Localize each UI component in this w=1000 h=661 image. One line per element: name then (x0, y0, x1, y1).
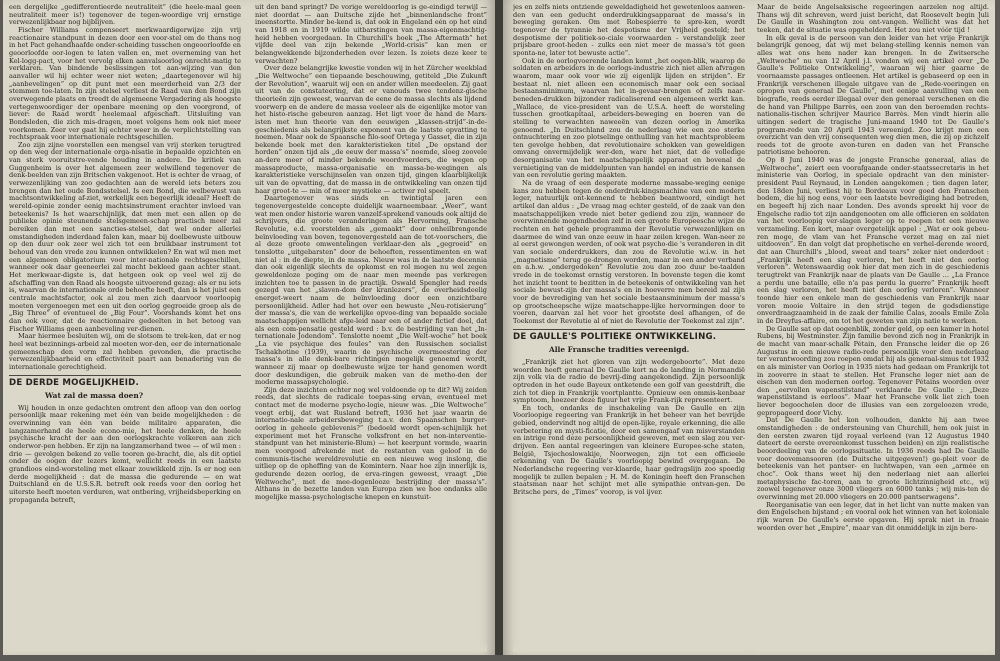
right-page (503, 0, 995, 655)
paragraph: Wij houden in onze gedachten omtrent den afloop van den oorlog persoonlijk maar rekening met één van beide mogelijkheden : de overwinning van één van beide militaire apparaten, die langzamerhand de heele econo-mie, het heele denken, de heele psychische kracht der aan den oorlogskrachte volkeren aan zich onderwor-pen hebben. Er zijn na langzamerhand twee — of wil men : drie — gevolgen bekend zo velle tooren ge-bracht, die, als dit optiel onder de oogen der lezers komt, wellicht reeds in een laatste grandioos eind-worsteling met elkaar zouwikkeld zijn. Is er nog een derde mogelijkheid : dat de massa die gedurende — en wat Duitschland en de U.S.S.R. betreft ook reeds voor den oorlog het uiterste heeft moeten verduren, wat ontbering, vrijheidsbeperking en propaganda betreft, (9, 403, 241, 504)
section-divider (9, 375, 241, 376)
paragraph: Fischer Williams compenseert merkwaardigerwijze zijn vrij reactionaire standpunt in dezen door een voor-stel om de thans nog in het Pact gehandhaafde onder-scheiding tusschen ongeoorloofde en geoorloofde oor-logen te laten vallen en, met overneming van het Kel-logg-pact, voor het vervolg elken aanvalsoorlog onrecht-matig te verklaren. Van bindende beslissingen tot aan-wijzing van den aanvaller wil hij echter weer niet weten; „daartegenover wil hij „aanbevelingen” op dit punt met een meerderheid van 2/3 der stemmen toe-laten. In zijn stelsel verliest de Raad van den Bond zijn overwegende plaats en treedt de algemeene Vergadering als hoogste vertegenwoordiger der openbare meening op den voorgrond, of liever: de Raad wordt heelemaal afgeschaft. Uitsluiting van Bondsleden, die zich mis-dragen, moet volgens hem ook niet meer voorkomen. Zeer ver gaat hij echter weer in de verplichtstelling van rechtspraak voor internationale rechtsgeschillen. (9, 25, 241, 142)
left-page-column-2 (255, 4, 487, 652)
column-edge (255, 642, 487, 652)
paragraph: een dergelijke „gedifferentieerde neutraliteit” (die heele-maal geen neutraliteit meer is!) tegenover de tegen-woordige vrij ernstige verwezenlijkbaar nog bijblijven. (9, 4, 241, 27)
page-gutter (495, 0, 503, 655)
right-page-column-1 (513, 4, 745, 652)
paragraph: Na de vraag of een desperate moderne massabe-weging eenige kans zou hebben tegen de onderdruk-kingsmachine van een modern leger, natuurlijk ont-kennend te hebben beantwoord, eindigt het artikel dan aldus : „De vraag mag echter gesteld, of de zaak van den maatschappelijken vrede niet beter gediend zou zijn, wanneer de overwinnende mogendheden zelf in een groote Europeesche wijze de rechten en het gehele programma der Revolutie verwezenlijken en daarmee de wind van onze eeuw in haar zeilen kregen. Wan-neer ze al eerst gewongen werden, of ook wat psycho-die 's veranderen in dit van sociale onderdrukkers, dan zou de Revolutie w.i.w. in het „magnetisme” terug ge-drongen worden, maar in een ander verband en a.h.w. „ondergedoken” Revolutie zou dan zoo duur be-taalden vrede in de toekomst ernstig verstoren. In bovenste tegen die komt het inzicht toont te bezitten in de beteekenis of ontwikkeling van het sociale bewust-zijn der massa's en in hoeverre men bereid zal zijn voor de bevrediging van het sociale bestaansminimum der massa's op grootscheepsche wijze maatschappe-lijke hervormingen door te voeren, daarvan zal het voor het grootste deel afhangen, of de Toekomst der Revolutie al of niet de Revolutie der Toekomst zal zijn”. (513, 179, 745, 325)
paragraph: Reorganisatie van een leger, dat in het licht van nutte maken van den Engelschen bijstand ; en vooral ook het winnen van het koloniale rijk waren De Gaulle's eerste opgaven. Hij sprak niet in fraaie woorden over het „Empire”, maar van dit onmiddelijk in zijn bere- (757, 500, 989, 532)
paragraph: „Frankrijk ziet het gloren van zijn wedergeboorte”. Met deze woorden heeft generaal De Gaulle kort na de landing in Normandië zijn volk via de radio de bevrij-ding aangekondigd. Zijn persoonlijk optreden in het oude Bayeux ontketende een golf van geestdrift, die zich tot diep in Frankrijk voortplantte. Opnieuw een ommis-kenbaar symptoom, hoezeer deze figuur het vrije Frank-rijk representeert. (513, 357, 745, 405)
column-edge (757, 642, 989, 652)
paragraph: De Gaulle sat op dat oogenblik, zonder geld, op een kamer in hotel Rubens, bij Westminster. Zijn familie bevond zich nog in Frankrijk in de macht van maar-schalk Pétain, den Fransche leider die op 26 Augustus in een nieuwe radio-rede persoonlijk voor den nederlaag ter verantwoording zou roepen omdat hij als generaal-simus tot 1932 en als minister van Oorlog in 1935 niets had gedaan om Frankrijk tot in zooverre in staat te stellen. Het Fransche leger niet aan de eischen van den modernen oorlog. Tegenover Pétains woorden over den „eervollen wapenstilstand” verklaarde De Gaulle : „Deze wapenstilstand is eerloos”. Maar het Fransche volk liet zich toen liever begoochelen door de illusies van een zorgeloozen vrede, gepropageerd door Vichy. (757, 324, 989, 417)
paragraph: Maar de beide Angelsaksische regeeringen aarzelen nog altijd. Thans wij dit schreven, werd juist bericht, dat Roosevelt begin Juli De Gaulle in Washington zou ont-vangen. Wellicht was dat het teeken, dat de situatie was opgehelderd. Het zou niet vóór tijd ! (757, 4, 989, 34)
section-divider (513, 329, 745, 330)
section-heading: DE DERDE MOGELIJKHEID. (9, 377, 139, 388)
paragraph: En toch, ondanks de inschakeling van De Gaulle en zijn Voorloopige regeering van Frankrijk in het beheer van het bevrijde gebied, ondervindt nog altijd de open-lijke, royale erkenning, die alle verbetering en mysti-ficatie, door een samengaaf van misverstanden en intrige rond deze persoonlijkheid geweven, met een slag zou ver-drijven. Een aantal regeeringen van kleinere Europee-sche staten, België, Tsjechoslowakije, Noorwegen, zijn tot een officieele erkenning van De Gaulle's voorloopig bewind overgegaan. De Nederlandsche regeering ver-klaarde, haar gedragslijn zoo spoedig mogelijk te zullen bepalen ; H. M. de Koningin heeft den Franschen staatsman naar het schijnt met alle sympathie ontvan-gen. De Britsche pers, de „Times” voorop, is vol ijver. (513, 403, 745, 497)
paragraph: Maar hiermee besluiten wij, om de slotsom te trek-ken, dat er nog heel wat bezinnings-arbeid zal moeten wor-den, eer de internationale gemeenschap den vorm zal hebben gevonden, die practische verwezenlijkbaarheid en effectiviteit paart aan benadering van de internationale gerechtigheid. (9, 332, 241, 371)
paragraph: Over deze belangrijke kwestie vonden wij in het Zürcher weekblad „Die Weltwoche” een tiepaande beschouwing, getiteld „Die Zukunft der Revolution”, waaruit wij een en ander willen meedeelen. Zij gaat uit van de constateering, dat er vanouds twee tendenz-gische theorieën zijn geweest, waarvan de eene de massa slechts als lijdend voorwerp en de andere de massa veeleer als de eigenlijke motor van het histo-rische gebeuren aanzag. Het ligt voor de hand de Marx-isten met hun theorie van den eeuwigen „klassen-strijd”-in-de-geschiedenis als belangrijkste exponent van de laatste opvatting te noemen. Maar ook de Spaansche filo-soof Ortega y Gasset, die in zijn bekende boek met den karakteristieken titel „De opstand der horden” onzen tijd als „de eeuw der massa's” noemde, sloeg zoovele an-dere meer of minder bekende woordvoerders, die wegen op massaproducte, massa-organisatie en massa-be-wegingen als karakteristieke verschijnselen van onzen tijd, gingen klaarblijkelijk uit van de opvatting, dat de massa in de ontwikkeling van onzen tijd haar groot-te — min of meer mystieke — activer rol speelt. (255, 64, 487, 195)
paragraph: uit den band springt? De vorige wereldoorlog is ge-eindigd terwijl — niet doordat — aan Duitsche zijde het „binnenlandsche front” ineenstortte. Minder be-kend is, dat ook in Engeland eén op het eind van 1918 en in 1919 wilde uitbarstingen van massa-eigenmachtig-heid hebben voorgedaan. In Churchill's boek „The Aftermath” het vijfde deel van zijn bekende „World-crisis” kan men er belangwekkende bijzonderheden over lezen. Is zoiets deze keer te verwachten? (255, 4, 487, 65)
paragraph: In elk geval is de persoon van den leider van het vrije Frankrijk belangrijk genoeg, dat wij met belang-stelling kennis nemen van alles wat ons hem nader kan brengen. In de Zwitsersche „Weltwoche” nu van 12 April j.l. vonden wij een artikel over „De Gaulle's Politieke Ontwikkeling”, waaraan wij hier gaarne de voornaamste passages ontleenen. Het artikel is gebaseerd op een in Frankrijk verschenen illegale uitgave van de „Rede-voeringen en opropen van generaal De Gaulle”, met eenige aanvulling van een biografie, reeds eerder illegaal over den generaal verschenen en die de hand van Philippe Barrès, een zoon van den beroemden rechts-nationalis-tischen schrijver Maurice Barrès. Men vindt hierin alle uitingen sedert de tragische Juni-maand 1940 tot De Gaulle's program-rede van 20 April 1943 vereenigd. Zoo krijgt men een overzicht van den vrij consequenten weg dien men, die zij op zichzelf reeds tot de groote avon-turen en daden van het Fransche patriotisme behooren. (757, 33, 989, 157)
section-subheading: Wat zal de massa doen? (45, 391, 144, 401)
paragraph: Zijn deze inzichten echter nog wel voldoende op te dit? Wij zeiden reeds, dat slechts de radicale toepas-sing ervan, eventueel met contact met de moderne psycho-logie, nieuw was. „Die Weltwoche” voegt erbij, dat wat Rusland betreft, 1936 het jaar waarin de internatio-nale arbeidersbeweging t.a.v. den Spaanschen burger-oorlog in geheele geblevenis?” (bedoeld wordt open-schijnlijk het experiment met het Fransche volksfront en het non-interventie-standpunt van het ministerie-Blum) — het keerpunt vormde, waarin men voorgoed afrekende met de restanten van geloof in de communis-tische wereldrevolutie en een nieuwe weg inslong, die uitliep op de opheffing van de Komintern. Naar hoe zijn innerlijk is, gedurende dezen oorlog, de erva-ringen geweest, vraagt „Die Weltwoche”, met de mee-dogenlooze bestrijding der massa's”. Althans in de bezette landen van Europa zien we hoe ondanks alle mogelijke massa-psychologische knepen en kunstuit- (255, 385, 487, 501)
paragraph: Zoo zijn zijne voorstellen een mengsel van vrij sterken terugtred op den weg der internationale orga-nisatie in bepaalde opzichten en van sterk vooruitstre-vende houding in andere. De kritiek van Guggenheim is over het algemeen zeer welwillend tegenover de denk-beelden van zijn Britschen vakgenoot. Het is echter de vraag, of verwezenlijking van zoo gedachten aan de wereld iets beters zou brengen dan het oude Bondsstelsel. Is een Bond, die welbewust van machtsontwikkeling af-ziet, werkelijk een begeerlijk ideaal? Heeft de wereld-opinie zonder eenig machtsinstrument erachter invloed van beteekenis? Is het waarschijnlijk, dat men met een allen op de publieke opinie steunende stelsgemeen-schap practisch meer zal bereiken dan met een sancties-stelsel, dat wel onder allerlei omstandigheden inderdaad falen kan, maar bij doelbewuste uitbouw op den duur ook zeer wel zich tot een bruikbaar instrument tot behoud van den vrede zou kunnen ontwikkelen? En wat wil men met een algemeen obligatorium voor inter-nationale rechtsgeschillen, wanneer ook daar geeneerlei zal macht bekleed gaan achter staat. Het merkwaar-digste is, dat hetgeen ook op veel wel zij de afschaffing van den Raad als hoogste uitvoerend gezag: als er nu iets is, waarvan de internationale orde behoefte heeft, dan is het juist een centrale machtsfactor, ook al zou men zich daarvoor voorloopig moeten vergenoegen met een uit den oorlog gegroeide groep als de „Big Three” of eventueel de „Big Four”. Voorshands komt het ons dan ook voor, dat de reactionnaire gedeelten in het betoog van Fischer Williams geen aanbeveling ver-dienen. (9, 140, 241, 333)
section-subheading: Alle Fransche tradities vereenigd. (549, 345, 690, 355)
column-edge (9, 642, 241, 652)
right-page-column-2 (757, 4, 989, 652)
left-page-column-1 (9, 4, 241, 652)
column-edge (513, 642, 745, 652)
left-page (3, 0, 495, 655)
paragraph: Dat De Gaulle het kon volhouden, dankte hij aan twee omstandigheden : de ondersteuning van Churchill, hem ook juist in den eersten zwaren tijd royaal verleend (van 12 Augustus 1940 dateert de eerste overeenkomst tusschen beiden) en zijn realistische beoordeeling van de oorlogssituatie. In 1936 reeds had De Gaulle voor doovemansooren (de Duitsche uitgegeven!) ge-pleit voor de beteekenis van het pantser- en luchtwapen, van een „armée en choc”. Ook thans weet hij den nederlaag niet aan allerlei metaphysische fac-toren, aan te groote lichtzinnigheid etc., wij zoowel tegenover onze 3000 vliegers en 6000 tanks ; wij mis-ten de overwinning met 20.000 vliegers en 20.000 pantserwagens”. (757, 416, 989, 501)
paragraph: Daartegenover was sinds en twintigtal jaren een tegenovergestelde concepte duidelijk waarneembaar. „Weer”, want wat men onder historie waren vanzelf-sprekend vanouds ook altijd de schrijvers, die groote veranderingen als Hervorming, Fransche Revolutie, e.d. voorstelden als „gemaakt” door onheilbrengende beïnvloeding van boven, tegenovergesteld aan de tot-voorschers, die al deze groote omwentelingen verklaar-den als „gegroeid” en tenslotte „uitgebarsten” door de behoeften, ressentimenten en wat niet al : in de diepte, in de massa. Nieuw was in de laatste decennia dan ook eigenlijk slechts de opkomst en rol mogen nu wel zegen geweldenloze poging om de naar men meende pas verkregen inzichten toe te passen in de practijk. Oswald Spengler had reeds gezegd van het „slaven-dom der kranlezers”, de overheidsdeelig energet-weert naam de beïnvloeding door een onzichtbare persoonlijkheid. Adler had het over een bewuste „Neu-rotisierung” der massa's, die van de werkelijke opvoe-ding van bepaalde sociale maatschappijen wellicht afge-leid naar een of ander fictief doel, dat als een com-pensatie gesteld werd : b.v. de bestrijding van het „In-ternationale Jodendom”. Tenslotte noemt „Die Welt-woche” het boek „La vie psychique des foules” van den Russischen socialist Tschakhotine (1939), waarin de psychische overmeestering der massa's in alle denk-bare richtingen mogelijk genoemd wordt, wanneer zij maar op doelbewuste wijze ter hand genomen wordt door deskundigen, die gebruik maken van de metho-den der moderne massapsychologie. (255, 194, 487, 387)
paragraph: Ook in de oorlogvoerende landen komt „het oogen-blik, waarop de soldaten en arbeiders in de oorlogs-industrie zich niet allen afvragen waarom, maar ook voor wie zij eigenlijk lijden en strijden”. Er bestaat nl. niet alleen een economisch maar ook een sociaal bestaansminimum, waarvan het in-gevaar-brengen of zelfs naar-beneden-drukken bijzonder radicaliserend een algemeen werkt kan. „Wallace, de vice-president van de U.S.A. heeft de worsteling tusschen grootkapitaal, arbeiders-beweging en boeren van de stelling te verwachten naweeën van dezen oorlog in Amerika genoemd. „In Duitschland zou de nederlaag wie een zoo sterke ontnuchtering en zoo plotselinge onthulling van het machtsprobleem ten gevolge hebben, dat revolutionaire schokken van geweldigen omvang onvermijdelijk wer-den, ware het niet, dat de volledige desorganisatie van het maatschappelijk apparaat en bovenal de vernietiging van de middelpunten van handel en industrie de kansen van een revolutie gering maakten. (513, 56, 745, 180)
paragraph: Op 8 Juni 1940 was de jongste Fransche generaal, alias de „Weltwoche”, zeiert een voorafgaande onder-staatssecretaris in het ministerie van Oorlog, in speciale opdracht van den minister-president Paul Reynaud, in Londen aangekomen ; tien dagen later, den 18den Juni, verliest hij te Bordeaux voor goed den Franschen bodem, die hij nog eens, voor een laatste bevrediging had betreden, en begeeft hij zich naar Londen. Des avonds spreekt hij voor de Engelsche radio tot zijn aandgenooten om alle officieren en soldaten van het voorloopig ver-slagen leger op te roepen tot een nieuwe verzameling. Een kort, maar overgetelijk appel : „Wat er ook gebeu-ren moge, de vlam van het Fransche verzet mag en zal niet uitdooven”. En dan volgt dat prophetische en verhel-derende woord, dat aan Churchill's „blood, sweat and tears” zeker niet onderdoet : „Frankrijk heeft een slag verloren, het heeft niet den oorlog verloren”. Wetenswaardig ook hier dat men zich in de geschiedenis terugtrekt van Frankrijk naar de plaats van De Gaulle ... „La France a perdu une bataille, elle n'a pas perdu la guerre” Frankrijk heeft een slag verloren, het heeft niet den oorlog verloren”. Wanneer toonde hier een enkele man de geschiedenis van Frankrijk naar voren mooie Voltaire in den strijd tegen de godsdienstige onverdraagzaamheid in de zaak der familie Calas, zooals Emile Zola in de Dreyfus-affaire, om tot het geweten van zijn natie te werken. (757, 156, 989, 325)
paragraph: jes en zelfs niets ontziende geweldadigheid het gewetenloos aanwen-den van een geducht onderdrukkingsapparaat de massa's in beweging geraken. Om met Robespierre te spre-ken, wordt tegenover de tyrannie het despotisme der Vrijheid gesteld; het despotisme der politiek-so-ciale voorwaarden - verstandelijk zeer prijsbare groot-heden - zulks een niet meer de massa's tot geen sponta-ne, later tot bewuste actie”. (513, 4, 745, 57)
section-heading: DE GAULLE'S POLITIEKE ONTWIKKELING. (513, 331, 717, 342)
